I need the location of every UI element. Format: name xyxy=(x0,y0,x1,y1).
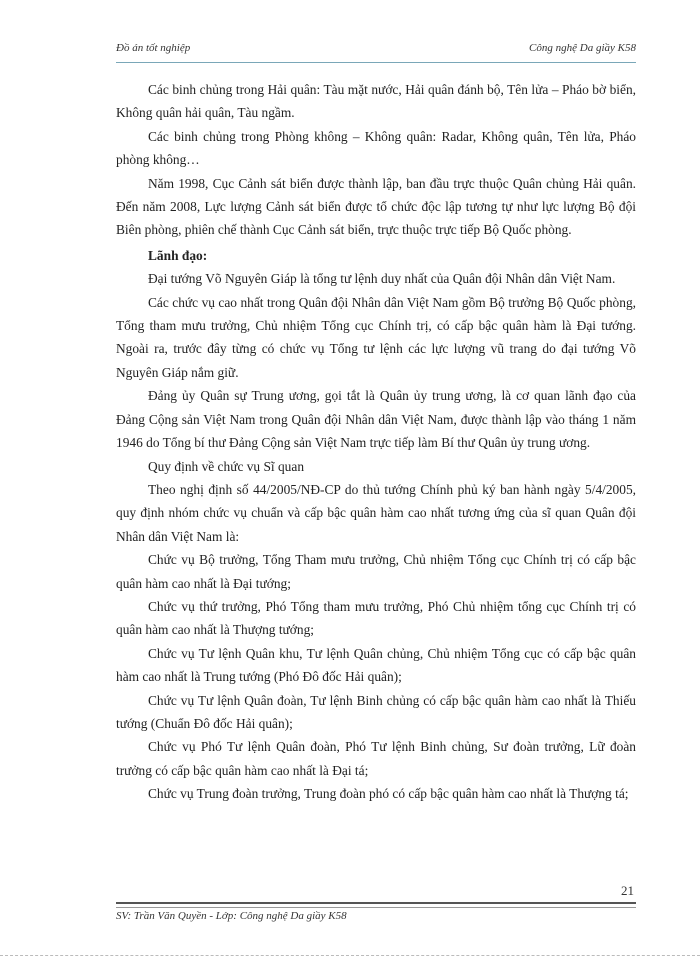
paragraph: Các binh chủng trong Hải quân: Tàu mặt nước, Hải quân đánh bộ, Tên lửa – Pháo bờ biển, Không quân hải quân, Tàu ngầm. xyxy=(116,82,636,121)
paragraph: Đại tướng Võ Nguyên Giáp là tổng tư lệnh duy nhất của Quân đội Nhân dân Việt Nam. xyxy=(148,271,616,287)
paragraph: Chức vụ Tư lệnh Quân khu, Tư lệnh Quân chủng, Chủ nhiệm Tổng cục có cấp bậc quân hàm cao nhất là Trung tướng (Phó Đô đốc Hải quân); xyxy=(116,645,636,685)
footer-divider xyxy=(116,902,636,908)
header-divider xyxy=(116,62,636,63)
paragraph: Chức vụ thứ trưởng, Phó Tổng tham mưu trưởng, Phó Chủ nhiệm tổng cục Chính trị có quân hàm cao nhất là Thượng tướng; xyxy=(116,598,636,638)
paragraph: Các binh chủng trong Phòng không – Không quân: Radar, Không quân, Tên lửa, Pháo phòng không… xyxy=(116,128,636,168)
paragraph: Đảng ủy Quân sự Trung ương, gọi tắt là Quân ủy trung ương, là cơ quan lãnh đạo của Đảng Cộng sản Việt Nam trong Quân đội Nhân dân Việt Nam, được thành lập vào tháng 1 năm 1946 do Tổng bí thư Đảng Cộng sản Việt Nam trực tiếp làm Bí thư Quân ủy trung ương. xyxy=(116,388,636,451)
page-header xyxy=(116,42,636,60)
paragraph: Quy định về chức vụ Sĩ quan xyxy=(148,458,305,474)
header-left-text: Đồ án tốt nghiệp xyxy=(116,42,191,54)
body-text xyxy=(116,78,636,806)
paragraph: Theo nghị định số 44/2005/NĐ-CP do thủ tướng Chính phủ ký ban hành ngày 5/4/2005, quy định nhóm chức vụ chuẩn và cấp bậc quân hàm cao nhất tương ứng của sĩ quan Quân đội Nhân dân Việt Nam là: xyxy=(116,481,636,544)
page-footer: SV: Trần Văn Quyền - Lớp: Công nghệ Da giầy K58 xyxy=(116,910,347,922)
paragraph: Chức vụ Trung đoàn trưởng, Trung đoàn phó có cấp bậc quân hàm cao nhất là Thượng tá; xyxy=(148,786,629,802)
paragraph: Chức vụ Phó Tư lệnh Quân đoàn, Phó Tư lệnh Binh chủng, Sư đoàn trưởng, Lữ đoàn trưởng có cấp bậc quân hàm cao nhất là Đại tá; xyxy=(116,739,636,778)
page-number: 21 xyxy=(621,883,634,898)
paragraph: Chức vụ Bộ trưởng, Tổng Tham mưu trưởng, Chủ nhiệm Tổng cục Chính trị có cấp bậc quân hàm cao nhất là Đại tướng; xyxy=(116,552,636,591)
paragraph: Năm 1998, Cục Cảnh sát biển được thành lập, ban đầu trực thuộc Quân chủng Hải quân. Đến năm 2008, Lực lượng Cảnh sát biển được tổ chức độc lập tương tự như lực lượng Bộ đội Biên phòng, phiên chế thành Cục Cảnh sát biển, trực thuộc trực tiếp Bộ Quốc phòng. xyxy=(116,175,636,238)
page-edge-line xyxy=(0,955,700,956)
paragraph: Các chức vụ cao nhất trong Quân đội Nhân dân Việt Nam gồm Bộ trưởng Bộ Quốc phòng, Tổng tham mưu trưởng, Chủ nhiệm Tổng cục Chính trị, có cấp bậc quân hàm là Đại tướng. Ngoài ra, trước đây từng có chức vụ Tổng tư lệnh các lực lượng vũ trang do đại tướng Võ Nguyên Giáp nắm giữ. xyxy=(116,294,636,380)
section-heading: Lãnh đạo: xyxy=(148,247,208,263)
header-right-text: Công nghệ Da giầy K58 xyxy=(529,42,636,54)
paragraph: Chức vụ Tư lệnh Quân đoàn, Tư lệnh Binh chủng có cấp bậc quân hàm cao nhất là Thiếu tướng (Chuẩn Đô đốc Hải quân); xyxy=(116,692,636,731)
